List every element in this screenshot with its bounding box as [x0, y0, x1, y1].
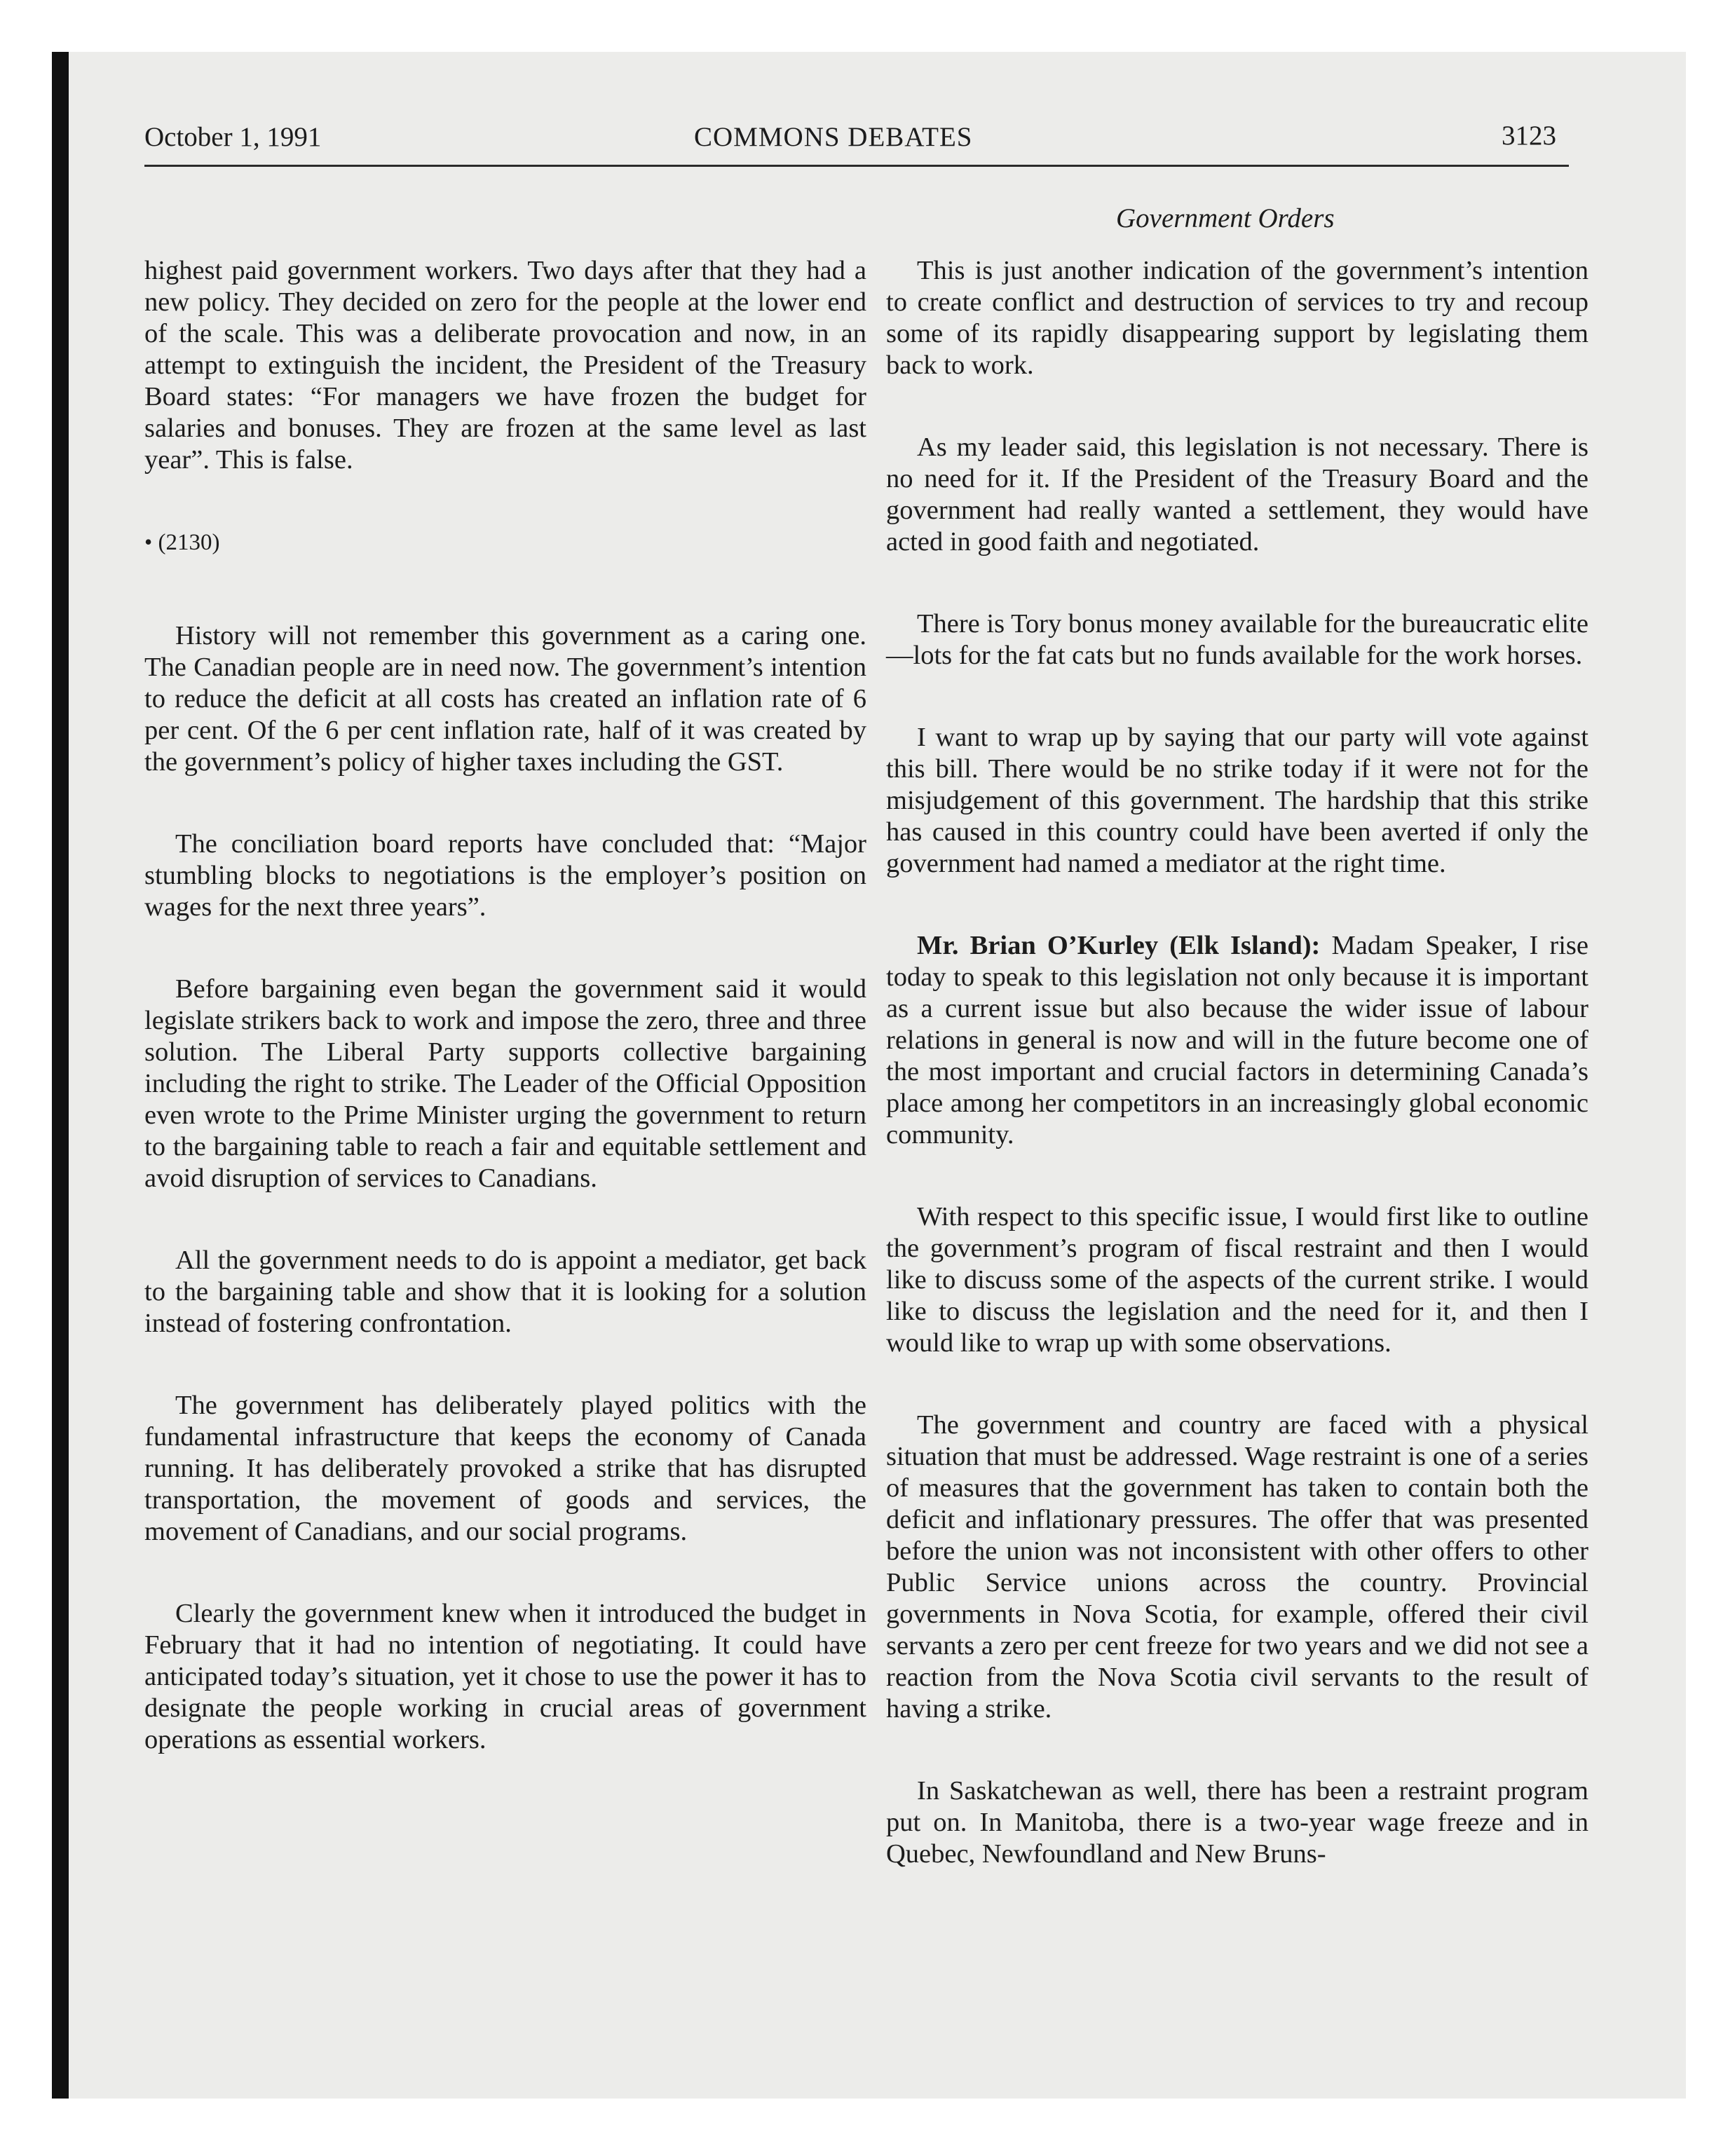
timestamp-text: (2130) [158, 530, 220, 555]
right-column [886, 255, 1588, 1920]
header-title: COMMONS DEBATES [694, 122, 973, 152]
scan-binding-edge [52, 52, 69, 2099]
bullet-icon: • [144, 529, 153, 554]
paragraph: In Saskatchewan as well, there has been a restraint program put on. In Manitoba, there is a two-year wage freeze and in Quebec, Newfoundland and New Bruns- [886, 1776, 1588, 1869]
paragraph: I want to wrap up by saying that our party will vote against this bill. There would be no strike today if it were not for the misjudgement of this government. The hardship that this strike has caused in this country could have been averted if only the government had named a mediator at the right time. [886, 723, 1588, 878]
paragraph: As my leader said, this legislation is not necessary. There is no need for it. If the President of the Treasury Board and the government had really wanted a settlement, they would have acted in good faith and negotiated. [886, 432, 1588, 557]
header-page-number: 3123 [1502, 121, 1556, 151]
speaker-name: Mr. Brian O’Kurley (Elk Island): [917, 931, 1321, 960]
paragraph: All the government needs to do is appoint a mediator, get back to the bargaining table and show that it is looking for a solution instead of fostering confrontation. [144, 1246, 866, 1338]
speaker-text: Madam Speaker, I rise today to speak to this legislation not only because it is important as a current issue but also because the wider issue of labour relations in general is now and will in the future become one of the most important and crucial factors in determining Canada’s place among her competitors in an increasingly global economic community. [886, 931, 1588, 1149]
paragraph: This is just another indication of the government’s intention to create conflict and destruction of services to try and recoup some of its rapidly disappearing support by legislating them back to work. [886, 256, 1588, 380]
paragraph: Before bargaining even began the government said it would legislate strikers back to work and impose the zero, three and three solution. The Liberal Party supports collective bargaining including the right to strike. The Leader of the Official Opposition even wrote to the Prime Minister urging the government to return to the bargaining table to reach a fair and equitable settlement and avoid disruption of services to Canadians. [144, 974, 866, 1193]
speaker-paragraph [886, 930, 1588, 1151]
paragraph: The conciliation board reports have concluded that: “Major stumbling blocks to negotiations is the employer’s position on wages for the next three years”. [144, 829, 866, 922]
header-date: October 1, 1991 [144, 122, 322, 152]
left-column [144, 255, 866, 1806]
paragraph: History will not remember this government as a caring one. The Canadian people are in need now. The government’s intention to reduce the deficit at all costs has created an inflation rate of 6 per cent. Of the 6 per cent inflation rate, half of it was created by the government’s policy of higher taxes including the GST. [144, 621, 866, 777]
header-rule [144, 165, 1569, 167]
paragraph: Clearly the government knew when it introduced the budget in February that it had no intention of negotiating. It could have anticipated today’s situation, yet it chose to use the power it has to designate the people working in crucial areas of government operations as essential workers. [144, 1599, 866, 1754]
paragraph: highest paid government workers. Two days after that they had a new policy. They decided on zero for the people at the lower end of the scale. This was a deliberate provocation and now, in an attempt to extinguish the incident, the President of the Treasury Board states: “For managers we have frozen the budget for salaries and bonuses. They are frozen at the same level as last year”. This is false. [144, 256, 866, 475]
paragraph: The government and country are faced with a physical situation that must be addressed. Wage restraint is one of a series of measures that the government has taken to contain both the deficit and inflationary pressures. The offer that was presented before the union was not inconsistent with other offers to other Public Service unions across the country. Provincial governments in Nova Scotia, for example, offered their civil servants a zero per cent freeze for two years and we did not see a reaction from the Nova Scotia civil servants to the result of having a strike. [886, 1410, 1588, 1724]
section-label: Government Orders [1116, 203, 1335, 233]
paragraph: There is Tory bonus money available for the bureaucratic elite—lots for the fat cats but no funds available for the work horses. [886, 609, 1588, 670]
timestamp [144, 526, 866, 559]
paragraph: The government has deliberately played politics with the fundamental infrastructure that keeps the economy of Canada running. It has deliberately provoked a strike that has disrupted transportation, the movement of goods and services, the movement of Canadians, and our social programs. [144, 1391, 866, 1546]
paragraph: With respect to this specific issue, I would first like to outline the government’s program of fiscal restraint and then I would like to discuss some of the aspects of the current strike. I would like to discuss the legislation and the need for it, and then I would like to wrap up with some observations. [886, 1202, 1588, 1358]
